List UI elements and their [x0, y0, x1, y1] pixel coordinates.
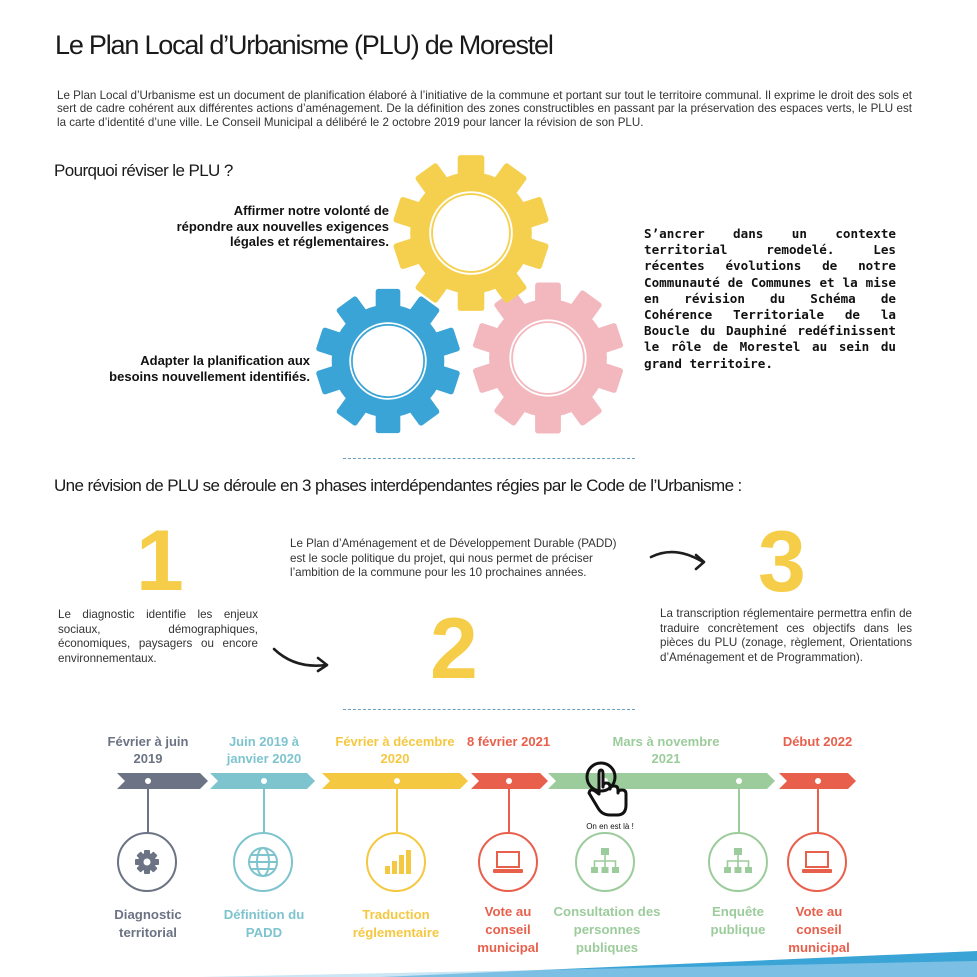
step-4-date: 8 février 2021 — [466, 734, 551, 749]
step-2-circle — [233, 832, 293, 892]
blue-gear-icon — [316, 289, 461, 433]
step-4-circle — [478, 832, 538, 892]
connector-line — [508, 784, 510, 832]
bottom-stripe — [0, 945, 977, 977]
gear-icon — [119, 834, 175, 890]
intro-paragraph: Le Plan Local d’Urbanisme est un document de planification élaboré à l’initiative de la commune et portant sur tout le territoire communal. Il exprime le droit des sols et sert de cadre cohérent aux différentes actions d’aménagement. De la définition des zones constructibles en passant par la préservation des espaces verts, le PLU est la carte d’identité d’une ville. Le Conseil Municipal a délibéré le 2 octobre 2019 pour lancer la révision de son PLU. — [57, 89, 912, 129]
step-5-date: Mars à novembre 2021 — [612, 734, 720, 766]
bar-chart-icon — [368, 834, 424, 890]
gears-illustration — [295, 140, 635, 450]
yellow-gear-icon — [393, 155, 549, 311]
step-2-name: Définition du PADD — [223, 907, 305, 940]
phases-heading: Une révision de PLU se déroule en 3 phases interdépendantes régies par le Code de l’Urbanisme : — [54, 476, 742, 495]
connector-line — [263, 784, 265, 832]
step-1-date: Février à juin 2019 — [107, 734, 189, 766]
current-step-marker: On en est là ! — [586, 822, 634, 831]
step-3-date: Février à décembre 2020 — [335, 734, 455, 766]
org-chart-icon — [710, 834, 766, 890]
step-3-circle — [366, 832, 426, 892]
step-4-name: Vote au conseil municipal — [477, 904, 539, 955]
phase-1-number: 1 — [136, 513, 184, 609]
step-5-circle — [575, 832, 635, 892]
pink-gear-icon — [472, 283, 623, 434]
page-title: Le Plan Local d’Urbanisme (PLU) de Morestel — [55, 30, 553, 60]
phase-2-text: Le Plan d’Aménagement et de Développement Durable (PADD) est le socle politique du projet, qui nous permet de préciser l’ambition de la commune pour les 10 prochaines années. — [290, 537, 617, 580]
step-3-name: Traduction réglementaire — [352, 907, 440, 940]
step-6-name: Enquête publique — [710, 904, 766, 937]
laptop-icon — [480, 834, 536, 890]
divider — [343, 458, 635, 459]
connector-line — [738, 784, 740, 832]
divider — [343, 709, 635, 710]
step-1-name: Diagnostic territorial — [114, 907, 182, 940]
org-chart-icon — [577, 834, 633, 890]
globe-icon — [235, 834, 291, 890]
connector-line — [396, 784, 398, 832]
arrow-icon — [270, 643, 332, 673]
arrow-icon — [647, 545, 709, 571]
phase-2-number: 2 — [430, 601, 478, 697]
reason-needs: Adapter la planification aux besoins nouvellement identifiés. — [109, 353, 310, 384]
step-2-date: Juin 2019 à janvier 2020 — [226, 734, 302, 766]
connector-line — [817, 784, 819, 832]
laptop-icon — [789, 834, 845, 890]
reason-territory: S’ancrer dans un contexte territorial remodelé. Les récentes évolutions de notre Communauté de Communes et la mise en révision du Schéma de Cohérence Territoriale de la Boucle du Dauphiné redéfinissent le rôle de Morestel au sein du grand territoire. — [644, 226, 896, 371]
phase-3-number: 3 — [758, 514, 806, 610]
phase-3-text: La transcription réglementaire permettra enfin de traduire concrètement ces objectifs dans les pièces du PLU (zonage, règlement, Orientations d’Aménagement et de Programmation). — [660, 607, 912, 664]
step-7-name: Vote au conseil municipal — [788, 904, 850, 955]
step-6-circle — [708, 832, 768, 892]
step-5-name: Consultation des personnes publiques — [553, 904, 661, 955]
reason-legal: Affirmer notre volonté de répondre aux nouvelles exigences légales et réglementaires. — [176, 203, 389, 249]
why-heading: Pourquoi réviser le PLU ? — [54, 161, 233, 180]
step-7-date: Début 2022 — [782, 734, 853, 749]
hand-pointer-icon — [584, 760, 634, 822]
step-1-circle — [117, 832, 177, 892]
connector-line — [147, 784, 149, 832]
step-7-circle — [787, 832, 847, 892]
phase-1-text: Le diagnostic identifie les enjeux sociaux, démographiques, économiques, paysagers ou encore environnementaux. — [58, 608, 258, 665]
